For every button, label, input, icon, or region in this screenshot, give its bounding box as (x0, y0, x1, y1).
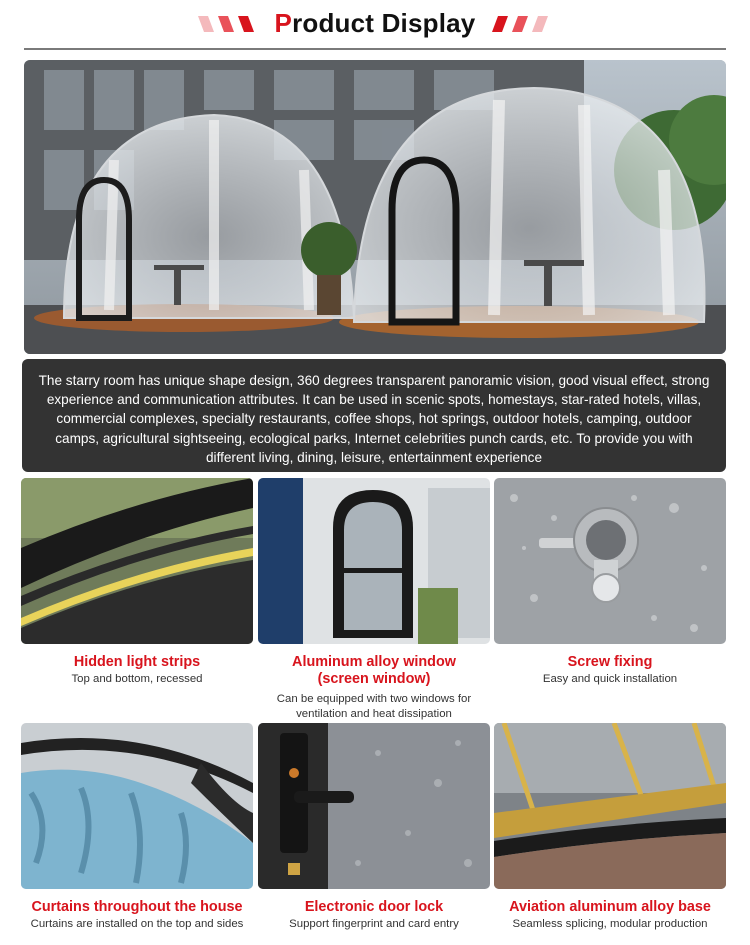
feature-light-strips (21, 478, 253, 687)
feature-aluminum-window (258, 478, 490, 722)
feature-title: Hidden light strips (73, 654, 201, 670)
feature-subtitle: Top and bottom, recessed (71, 673, 203, 685)
feature-subtitle: Curtains are installed on the top and sides (30, 918, 244, 930)
feature-title: Curtains throughout the house (31, 899, 243, 915)
feature-screw-fixing (494, 478, 726, 687)
page-header (0, 0, 750, 52)
feature-door-lock (258, 723, 490, 932)
feature-subtitle: Easy and quick installation (542, 673, 678, 685)
feature-subtitle: Seamless splicing, modular production (512, 918, 708, 930)
feature-curtains (21, 723, 253, 932)
arched-window-photo (258, 478, 490, 644)
decor-stripes-right-icon (490, 16, 552, 32)
header-divider (24, 48, 726, 50)
feature-subtitle: Support fingerprint and card entry (289, 918, 459, 930)
light-strip-photo (21, 478, 253, 644)
feature-title: Aviation aluminum alloy base (509, 899, 711, 915)
curtains-photo (21, 723, 253, 889)
description-panel: The starry room has unique shape design, 360 degrees transparent panoramic vision, good visual effect, strong experience and communication attributes. It can be used in scenic spots, homestays, star-rated hotels, villas, commercial complexes, specialty restaurants, coffee shops, hot springs, outdoor hotels, camping, outdoor camps, agricultural sightseeing, ecological parks, Internet celebrities punch cards, etc. To provide you with different living, dining, leisure, entertainment experience (22, 359, 726, 472)
aluminum-base-photo (494, 723, 726, 889)
page-title: Product Display (274, 8, 476, 38)
feature-title: Aluminum alloy window (screen window) (292, 654, 456, 687)
feature-title: Screw fixing (567, 654, 653, 670)
hero-dome-photo (24, 60, 726, 354)
feature-note: Can be equipped with two windows for ventilation and heat dissipation (276, 693, 472, 720)
door-lock-photo (258, 723, 490, 889)
feature-title: Electronic door lock (304, 899, 444, 915)
feature-aluminum-base (494, 723, 726, 932)
screw-photo (494, 478, 726, 644)
